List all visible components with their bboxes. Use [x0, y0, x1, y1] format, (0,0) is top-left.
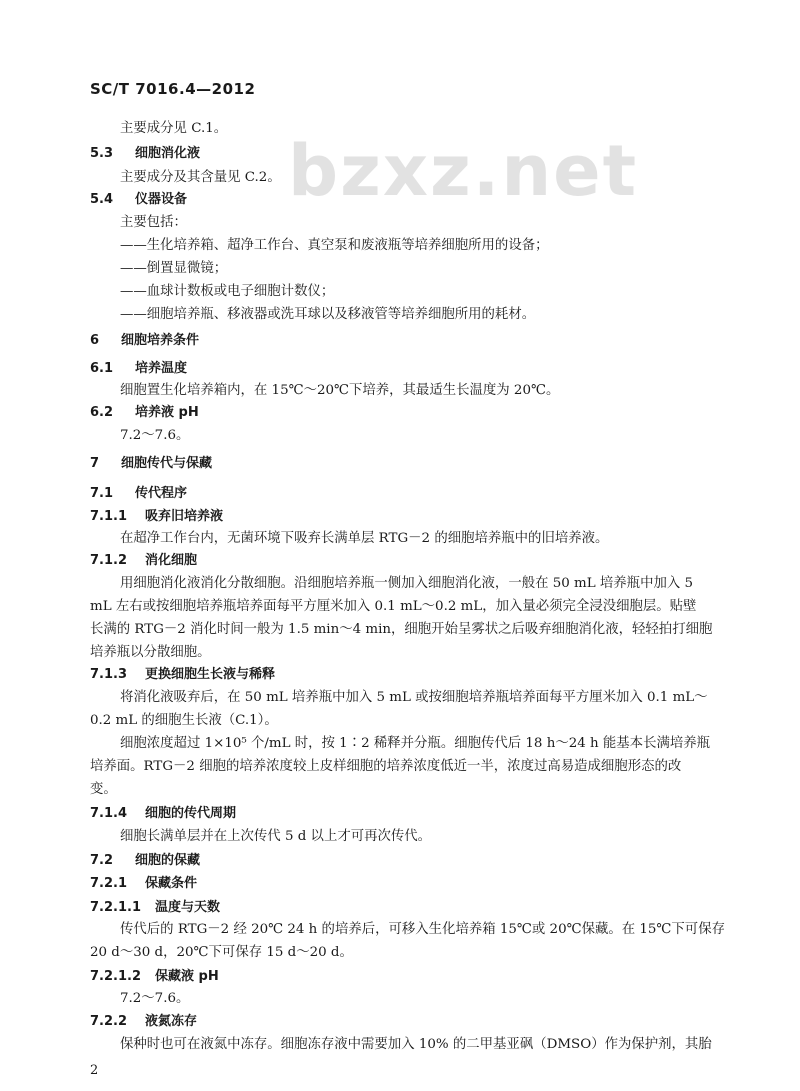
- body-line: 主要包括：: [120, 215, 187, 230]
- section-heading: 7.1 传代程序: [90, 486, 188, 501]
- list-item: ——血球计数板或电子细胞计数仪；: [120, 284, 335, 299]
- page-number: 2: [90, 1063, 99, 1078]
- body-line: 7.2～7.6。: [120, 428, 190, 443]
- subsubsection-heading: 7.2.1.1 温度与天数: [90, 900, 221, 915]
- section-heading: 6.1 培养温度: [90, 361, 188, 376]
- body-line: 长满的 RTG－2 消化时间一般为 1.5 min～4 min，细胞开始呈雾状之后吸弃细胞消化液，轻轻拍打细胞: [90, 622, 713, 637]
- subsection-heading: 7.2.1 保藏条件: [90, 876, 198, 891]
- body-line: 保种时也可在液氮中冻存。细胞冻存液中需要加入 10% 的二甲基亚砜（DMSO）作为保护剂，其胎: [120, 1037, 712, 1052]
- body-line: 7.2～7.6。: [120, 991, 190, 1006]
- watermark: bzxz.net: [288, 130, 639, 212]
- body-line: 细胞浓度超过 1×10⁵ 个/mL 时，按 1∶2 稀释并分瓶。细胞传代后 18 h～24 h 能基本长满培养瓶: [120, 736, 711, 751]
- subsection-heading: 7.1.2 消化细胞: [90, 553, 198, 568]
- body-line: 主要成分及其含量见 C.2。: [120, 170, 281, 185]
- list-item: ——倒置显微镜；: [120, 261, 228, 276]
- subsection-heading: 7.2.2 液氮冻存: [90, 1014, 198, 1029]
- list-item: ——生化培养箱、超净工作台、真空泵和废液瓶等培养细胞所用的设备；: [120, 238, 549, 253]
- list-item: ——细胞培养瓶、移液器或洗耳球以及移液管等培养细胞所用的耗材。: [120, 307, 536, 322]
- body-line: 变。: [90, 782, 117, 797]
- section-heading: 5.4 仪器设备: [90, 192, 188, 207]
- section-heading: 7.2 细胞的保藏: [90, 853, 201, 868]
- subsection-heading: 7.1.1 吸弃旧培养液: [90, 509, 224, 524]
- body-line: 细胞置生化培养箱内，在 15℃～20℃下培养，其最适生长温度为 20℃。: [120, 383, 560, 398]
- body-line: 将消化液吸弃后，在 50 mL 培养瓶中加入 5 mL 或按细胞培养瓶培养面每平方厘米加入 0.1 mL～: [120, 690, 708, 705]
- body-line: 用细胞消化液消化分散细胞。沿细胞培养瓶一侧加入细胞消化液，一般在 50 mL 培养瓶中加入 5: [120, 576, 694, 591]
- body-line: 培养瓶以分散细胞。: [90, 645, 211, 660]
- standard-header: SC/T 7016.4—2012: [90, 80, 256, 98]
- body-line: 细胞长满单层并在上次传代 5 d 以上才可再次传代。: [120, 829, 432, 844]
- subsection-heading: 7.1.3 更换细胞生长液与稀释: [90, 667, 276, 682]
- chapter-heading: 7 细胞传代与保藏: [90, 456, 213, 471]
- body-line: 0.2 mL 的细胞生长液（C.1）。: [90, 713, 278, 728]
- subsubsection-heading: 7.2.1.2 保藏液 pH: [90, 969, 219, 984]
- body-line: 在超净工作台内，无菌环境下吸弃长满单层 RTG－2 的细胞培养瓶中的旧培养液。: [120, 531, 609, 546]
- body-line: mL 左右或按细胞培养瓶培养面每平方厘米加入 0.1 mL～0.2 mL，加入量必须完全浸没细胞层。贴壁: [90, 599, 697, 614]
- body-line: 20 d～30 d，20℃下可保存 15 d～20 d。: [90, 945, 353, 960]
- subsection-heading: 7.1.4 细胞的传代周期: [90, 806, 237, 821]
- chapter-heading: 6 细胞培养条件: [90, 333, 200, 348]
- section-heading: 6.2 培养液 pH: [90, 405, 199, 420]
- body-line: 培养面。RTG－2 细胞的培养浓度较上皮样细胞的培养浓度低近一半，浓度过高易造成细胞形态的改: [90, 759, 682, 774]
- body-line: 传代后的 RTG－2 经 20℃ 24 h 的培养后，可移入生化培养箱 15℃或 20℃保藏。在 15℃下可保存: [120, 922, 725, 937]
- section-heading: 5.3 细胞消化液: [90, 146, 201, 161]
- body-line: 主要成分见 C.1。: [120, 121, 228, 136]
